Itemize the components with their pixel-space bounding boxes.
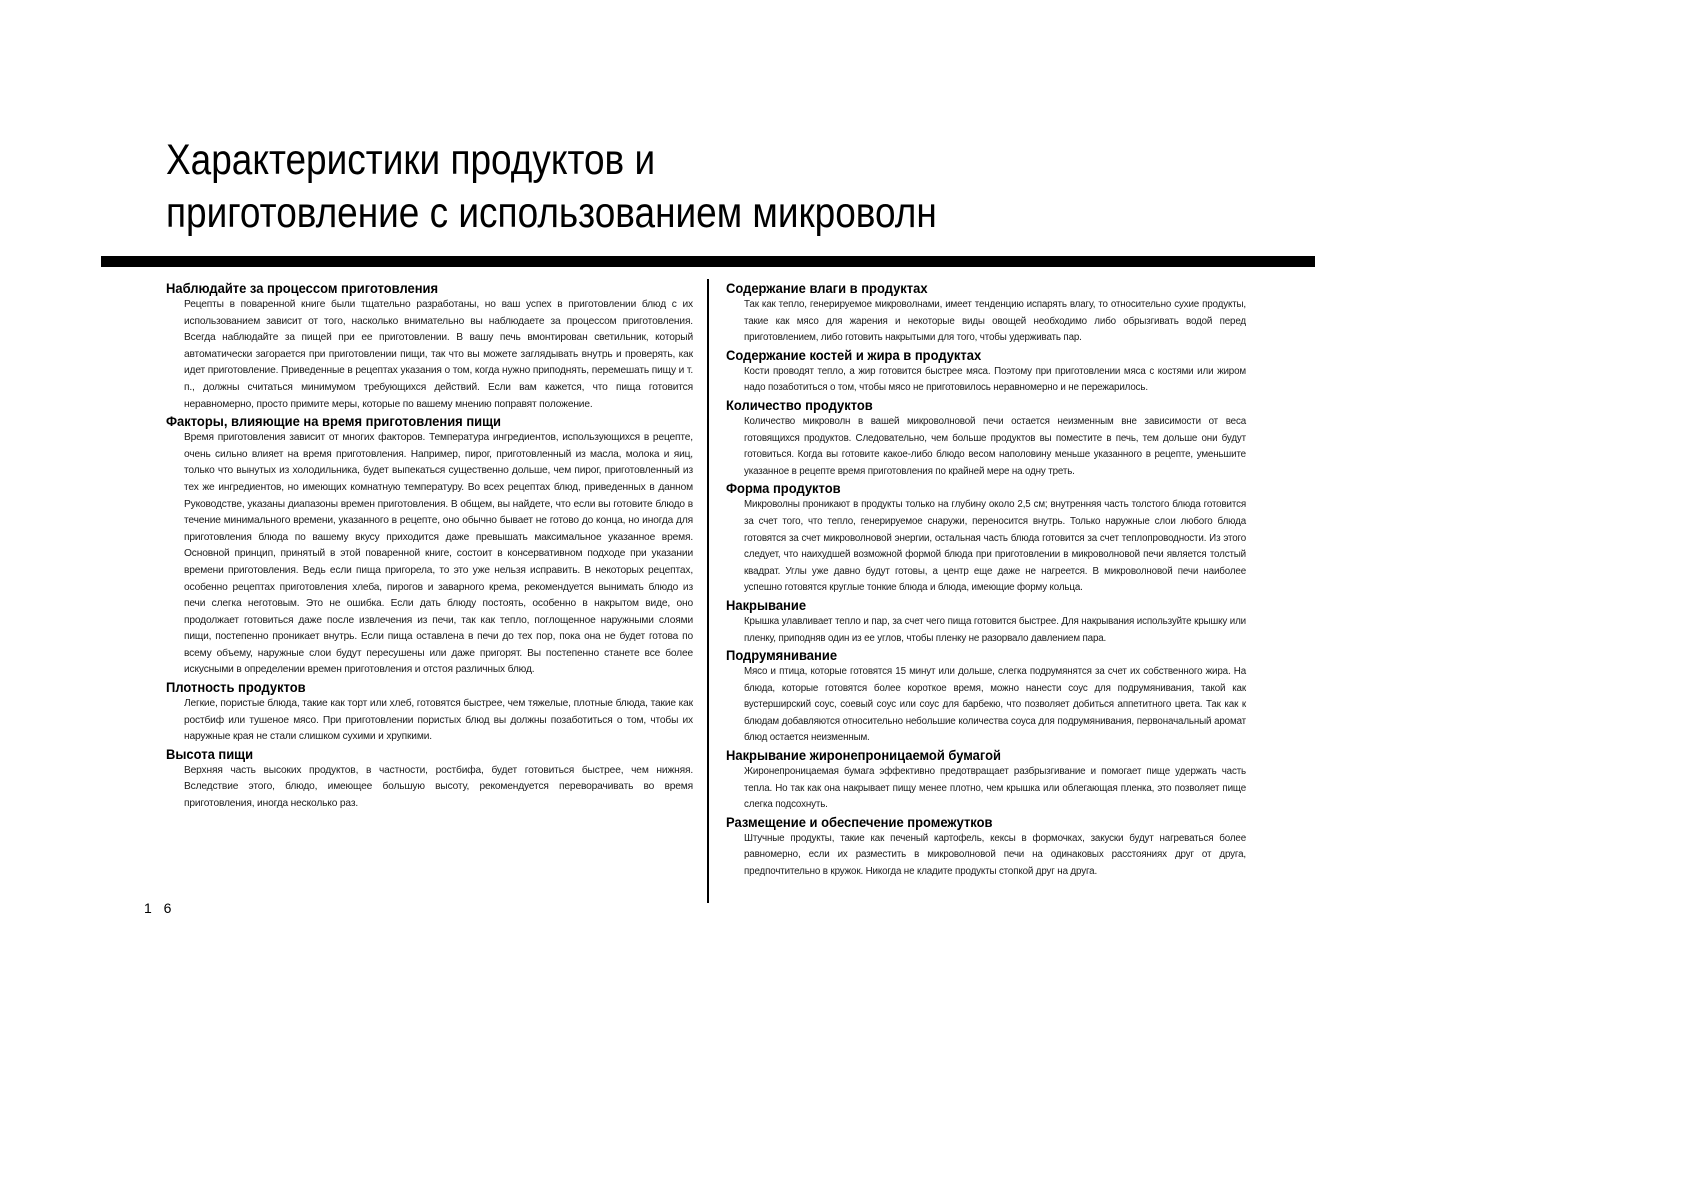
section-wax-paper — [726, 747, 1246, 814]
section-cooking-time-factors — [166, 413, 693, 679]
left-column — [166, 280, 693, 813]
section-heading: Плотность продуктов — [166, 680, 306, 696]
section-spacing — [726, 814, 1246, 881]
section-heading: Высота пищи — [166, 746, 254, 762]
section-heading: Накрывание — [726, 597, 807, 613]
section-text: Время приготовления зависит от многих факторов. Температура ингредиентов, использующихся в рецепте, очень сильно влияет на время приготовления. Например, пирог, приготовленный из масла, молока и яиц, только что вынутых из холодильника, будет выпекаться существенно дольше, чем пирог, приготовленный из тех же ингредиентов, но имеющих комнатную температуру. Во всех рецептах блюд, приведенных в данном Руководстве, указаны диапазоны времен приготовления. В общем, вы найдете, что если вы готовите блюдо в течение минимального времени, указанного в рецепте, оно обычно бывает не готово до конца, но иногда для приготовления блюда по вашему вкусу приходится даже превышать максимальное указанное время. Основной принцип, принятый в этой поваренной книге, состоит в консервативном подходе при указании времени приготовления. Ведь если пища пригорела, то это уже нельзя исправить. В некоторых рецептах, особенно рецептах приготовления хлеба, пирогов и заварного крема, рекомендуется вынимать блюдо из печи слегка неготовым. Это не ошибка. Если дать блюду постоять, особенно в накрытом виде, оно продолжает готовиться даже после извлечения из печи, так как тепло, поглощенное наружными слоями пищи, постепенно проникает внутрь. Если пища оставлена в печи до тех пор, пока она не будет готова по всему объему, наружные слои будут пересушены или даже пригорят. Вы постепенно станете все более искусными в определении времен приготовления и отстоя различных блюд. — [184, 432, 693, 676]
section-text: Крышка улавливает тепло и пар, за счет чего пища готовится быстрее. Для накрывания используйте крышку или пленку, приподняв один из ее углов, чтобы пленку не разорвало давлением пара. — [744, 615, 1246, 644]
section-shape — [726, 480, 1246, 597]
section-heading: Наблюдайте за процессом приготовления — [166, 281, 439, 296]
section-heading: Форма продуктов — [726, 481, 841, 497]
section-text: Так как тепло, генерируемое микроволнами, имеет тенденцию испарять влагу, то относительно сухие продукты, такие как мясо для жарения и некоторые виды овощей необходимо либо обрызгивать водой перед приготовлением, либо готовить накрытыми для того, чтобы удерживать пар. — [744, 299, 1246, 344]
section-text: Легкие, пористые блюда, такие как торт или хлеб, готовятся быстрее, чем тяжелые, плотные блюда, такие как ростбиф или тушеное мясо. При приготовлении пористых блюд вы должны позаботиться о том, чтобы их наружные края не стали слишком сухими и хрупкими. — [184, 698, 693, 743]
section-covering — [726, 597, 1246, 647]
section-heading: Подрумянивание — [726, 648, 838, 664]
page-title-line-1: Характеристики продуктов и — [166, 136, 656, 184]
section-text: Штучные продукты, такие как печеный картофель, кексы в формочках, закуски будут нагреваться более равномерно, если их разместить в микроволновой печи на одинаковых расстояниях друг от друга, предпочтительно в кружок. Никогда не кладите продукты стопкой друг на друга. — [744, 832, 1246, 878]
section-food-height — [166, 746, 693, 813]
section-text: Микроволны проникают в продукты только на глубину около 2,5 см; внутренняя часть толстого блюда готовится за счет того, что тепло, генерируемое снаружи, переносится внутрь. Только наружные слои любого блюда готовятся за счет микроволновой энергии, остальная часть блюда готовится за счет теплопроводности. Из этого следует, что наихудшей возможной формой блюда при приготовлении в микроволновой печи является толстый квадрат. Углы уже давно будут готовы, а центр еще даже не нагреется. В микроволновой печи наиболее успешно готовятся круглые тонкие блюда и блюда, имеющие форму кольца. — [744, 499, 1246, 594]
section-text: Рецепты в поваренной книге были тщательно разработаны, но ваш успех в приготовлении блюд с их использованием зависит от того, насколько внимательно вы наблюдаете за процессом приготовления. Всегда наблюдайте за пищей при ее приготовлении. В вашу печь вмонтирован светильник, который автоматически загорается при приготовлении пищи, так что вы можете заглядывать внутрь и проверять, как идет приготовление. Приведенные в рецептах указания о том, когда нужно приподнять, перемешать пищу и т. п., должны считаться минимумом требующихся действий. Если вам кажется, что пища готовится неравномерно, просто примите меры, которые по вашему мнению поправят положение. — [184, 299, 693, 410]
section-quantity — [726, 397, 1246, 480]
page-title-line-2: приготовление с использованием микроволн — [166, 189, 937, 237]
section-bones-fat — [726, 347, 1246, 397]
title-rule — [101, 256, 1315, 267]
section-text: Количество микроволн в вашей микроволновой печи остается неизменным вне зависимости от веса готовящихся продуктов. Следовательно, чем больше продуктов вы поместите в печь, тем дольше они будут готовиться. Когда вы готовите какое-либо блюдо весом наполовину меньше указанного в рецепте, уменьшите указанное в рецепте время приготовления по крайней мере на одну треть. — [744, 415, 1246, 477]
section-heading: Содержание влаги в продуктах — [726, 281, 928, 296]
section-text: Мясо и птица, которые готовятся 15 минут или дольше, слегка подрумянятся за счет их собственного жира. На блюда, которые готовятся более короткое время, можно нанести соус для подрумянивания, такой как вустерширский соус, соевый соус или соус для барбекю, что позволяет добиться аппетитного цвета. Так как к блюдам добавляются относительно небольшие количества соуса для подрумянивания, первоначальный аромат блюд остается неизменным. — [744, 666, 1246, 744]
section-heading: Накрывание жиронепроницаемой бумагой — [726, 748, 1002, 764]
section-heading: Количество продуктов — [726, 397, 873, 413]
section-text: Кости проводят тепло, а жир готовится быстрее мяса. Поэтому при приготовлении мяса с костями или жиром надо позаботиться о том, чтобы мясо не приготовилось неравномерно и не пережарилось. — [744, 365, 1246, 394]
section-heading: Факторы, влияющие на время приготовления пищи — [166, 414, 502, 430]
section-heading: Содержание костей и жира в продуктах — [726, 347, 982, 363]
section-moisture — [726, 280, 1246, 347]
page-title — [166, 134, 1026, 240]
section-watch-cooking — [166, 280, 693, 413]
section-text: Жиронепроницаемая бумага эффективно предотвращает разбрызгивание и помогает пище удержать часть тепла. Но так как она накрывает пищу менее плотно, чем крышка или облегающая пленка, это позволяет пище слегка подсохнуть. — [744, 766, 1246, 811]
section-heading: Размещение и обеспечение промежутков — [726, 814, 993, 830]
section-text: Верхняя часть высоких продуктов, в частности, ростбифа, будет готовиться быстрее, чем нижняя. Вследствие этого, блюдо, имеющее большую высоту, рекомендуется переворачивать во время приготовления, иногда несколько раз. — [184, 764, 693, 810]
right-column — [726, 280, 1246, 881]
column-divider — [707, 279, 709, 903]
section-browning — [726, 647, 1246, 747]
section-food-density — [166, 679, 693, 746]
page-number: 1 6 — [144, 900, 176, 916]
